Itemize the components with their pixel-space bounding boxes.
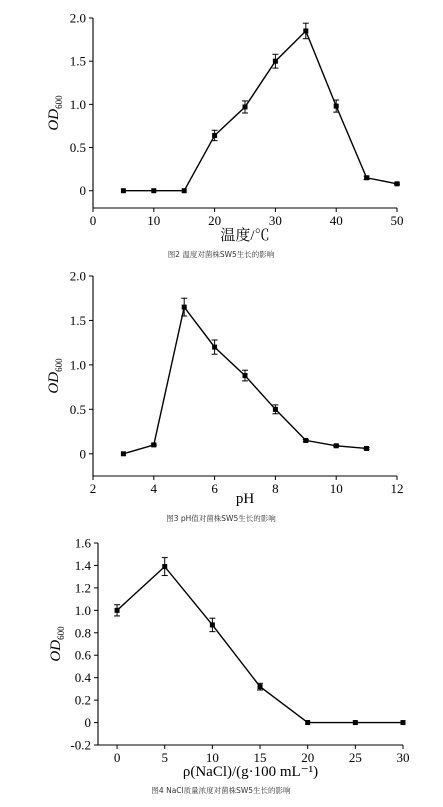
data-point <box>364 446 369 451</box>
x-tick-label: 8 <box>272 481 279 496</box>
series-line <box>123 31 397 191</box>
y-tick-label: 0 <box>79 183 86 199</box>
y-tick-label: 0.6 <box>74 647 91 663</box>
y-tick-label: 1.0 <box>69 357 86 373</box>
data-point <box>305 720 310 725</box>
y-tick-label: 1.4 <box>74 557 91 573</box>
y-tick-label: 1.2 <box>74 580 91 596</box>
data-point <box>151 442 156 447</box>
data-point <box>162 564 167 569</box>
x-tick-label: 10 <box>147 213 161 228</box>
data-point <box>210 622 215 627</box>
x-axis-title: ρ(NaCl)/(g·100 mL⁻¹) <box>182 764 319 780</box>
data-point <box>258 684 263 689</box>
data-point <box>401 720 406 725</box>
data-point <box>115 608 120 613</box>
x-tick-label: 0 <box>89 213 97 228</box>
x-tick-label: 5 <box>161 750 168 765</box>
y-tick-label: 1.0 <box>69 96 86 112</box>
x-tick-label: 40 <box>329 213 343 228</box>
y-tick-label: 0.4 <box>74 670 91 686</box>
y-axis-title: $OD_{600}$ <box>48 626 66 662</box>
y-axis-title: $OD_{600}$ <box>46 358 64 394</box>
figure-caption: 图4 NaCl质量浓度对菌株SW5生长的影响 <box>151 786 291 795</box>
chart-2 <box>46 269 404 524</box>
y-tick-label: 2.0 <box>69 268 86 284</box>
figure-caption: 图3 pH值对菌株SW5生长的影响 <box>166 514 276 523</box>
x-tick-label: 6 <box>211 481 218 496</box>
y-tick-label: 1.5 <box>69 53 86 69</box>
y-tick-label: 1.6 <box>74 535 91 551</box>
data-point <box>334 443 339 448</box>
y-tick-label: 1.0 <box>74 602 91 618</box>
data-point <box>334 104 339 109</box>
data-point <box>303 28 308 33</box>
data-point <box>243 373 248 378</box>
y-tick-label: -0.2 <box>70 737 91 753</box>
data-point <box>182 305 187 310</box>
x-tick-label: 4 <box>150 481 158 496</box>
data-point <box>364 175 369 180</box>
y-tick-label: 0.5 <box>69 140 86 156</box>
y-tick-label: 1.5 <box>69 312 86 328</box>
data-point <box>395 181 400 186</box>
data-point <box>243 104 248 109</box>
y-axis-title-subscript: 600 <box>56 626 66 640</box>
x-tick-label: 15 <box>253 750 267 765</box>
x-tick-label: 2 <box>89 481 97 496</box>
data-point <box>121 188 126 193</box>
y-tick-label: 0.5 <box>69 401 86 417</box>
x-axis-title: 温度/℃ <box>220 228 270 244</box>
chart-1 <box>46 11 404 260</box>
data-point <box>212 345 217 350</box>
x-tick-label: 10 <box>205 750 219 765</box>
x-tick-label: 12 <box>390 481 404 496</box>
y-tick-label: 0.2 <box>74 692 91 708</box>
x-tick-label: 50 <box>390 213 404 228</box>
x-tick-label: 20 <box>208 213 222 228</box>
chart-3 <box>48 536 410 796</box>
x-tick-label: 30 <box>268 213 282 228</box>
data-point <box>182 188 187 193</box>
y-axis-title: $OD_{600}$ <box>46 95 64 131</box>
data-point <box>303 438 308 443</box>
data-point <box>212 133 217 138</box>
data-point <box>353 720 358 725</box>
figure-caption: 图2 温度对菌株SW5生长的影响 <box>167 250 275 259</box>
data-point <box>121 451 126 456</box>
y-tick-label: 2.0 <box>69 10 86 26</box>
x-tick-label: 10 <box>329 481 343 496</box>
y-axis-title-subscript: 600 <box>54 95 64 109</box>
x-tick-label: 20 <box>301 750 315 765</box>
x-tick-label: 25 <box>348 750 362 765</box>
data-point <box>151 188 156 193</box>
x-tick-label: 30 <box>396 750 410 765</box>
x-tick-label: 0 <box>113 750 121 765</box>
y-tick-label: 0 <box>84 715 91 731</box>
data-point <box>273 59 278 64</box>
series-line <box>117 567 403 723</box>
y-tick-label: 0.8 <box>74 625 91 641</box>
data-point <box>273 407 278 412</box>
y-axis-title-subscript: 600 <box>54 358 64 372</box>
x-axis-title: pH <box>235 491 255 507</box>
y-tick-label: 0 <box>79 446 86 462</box>
